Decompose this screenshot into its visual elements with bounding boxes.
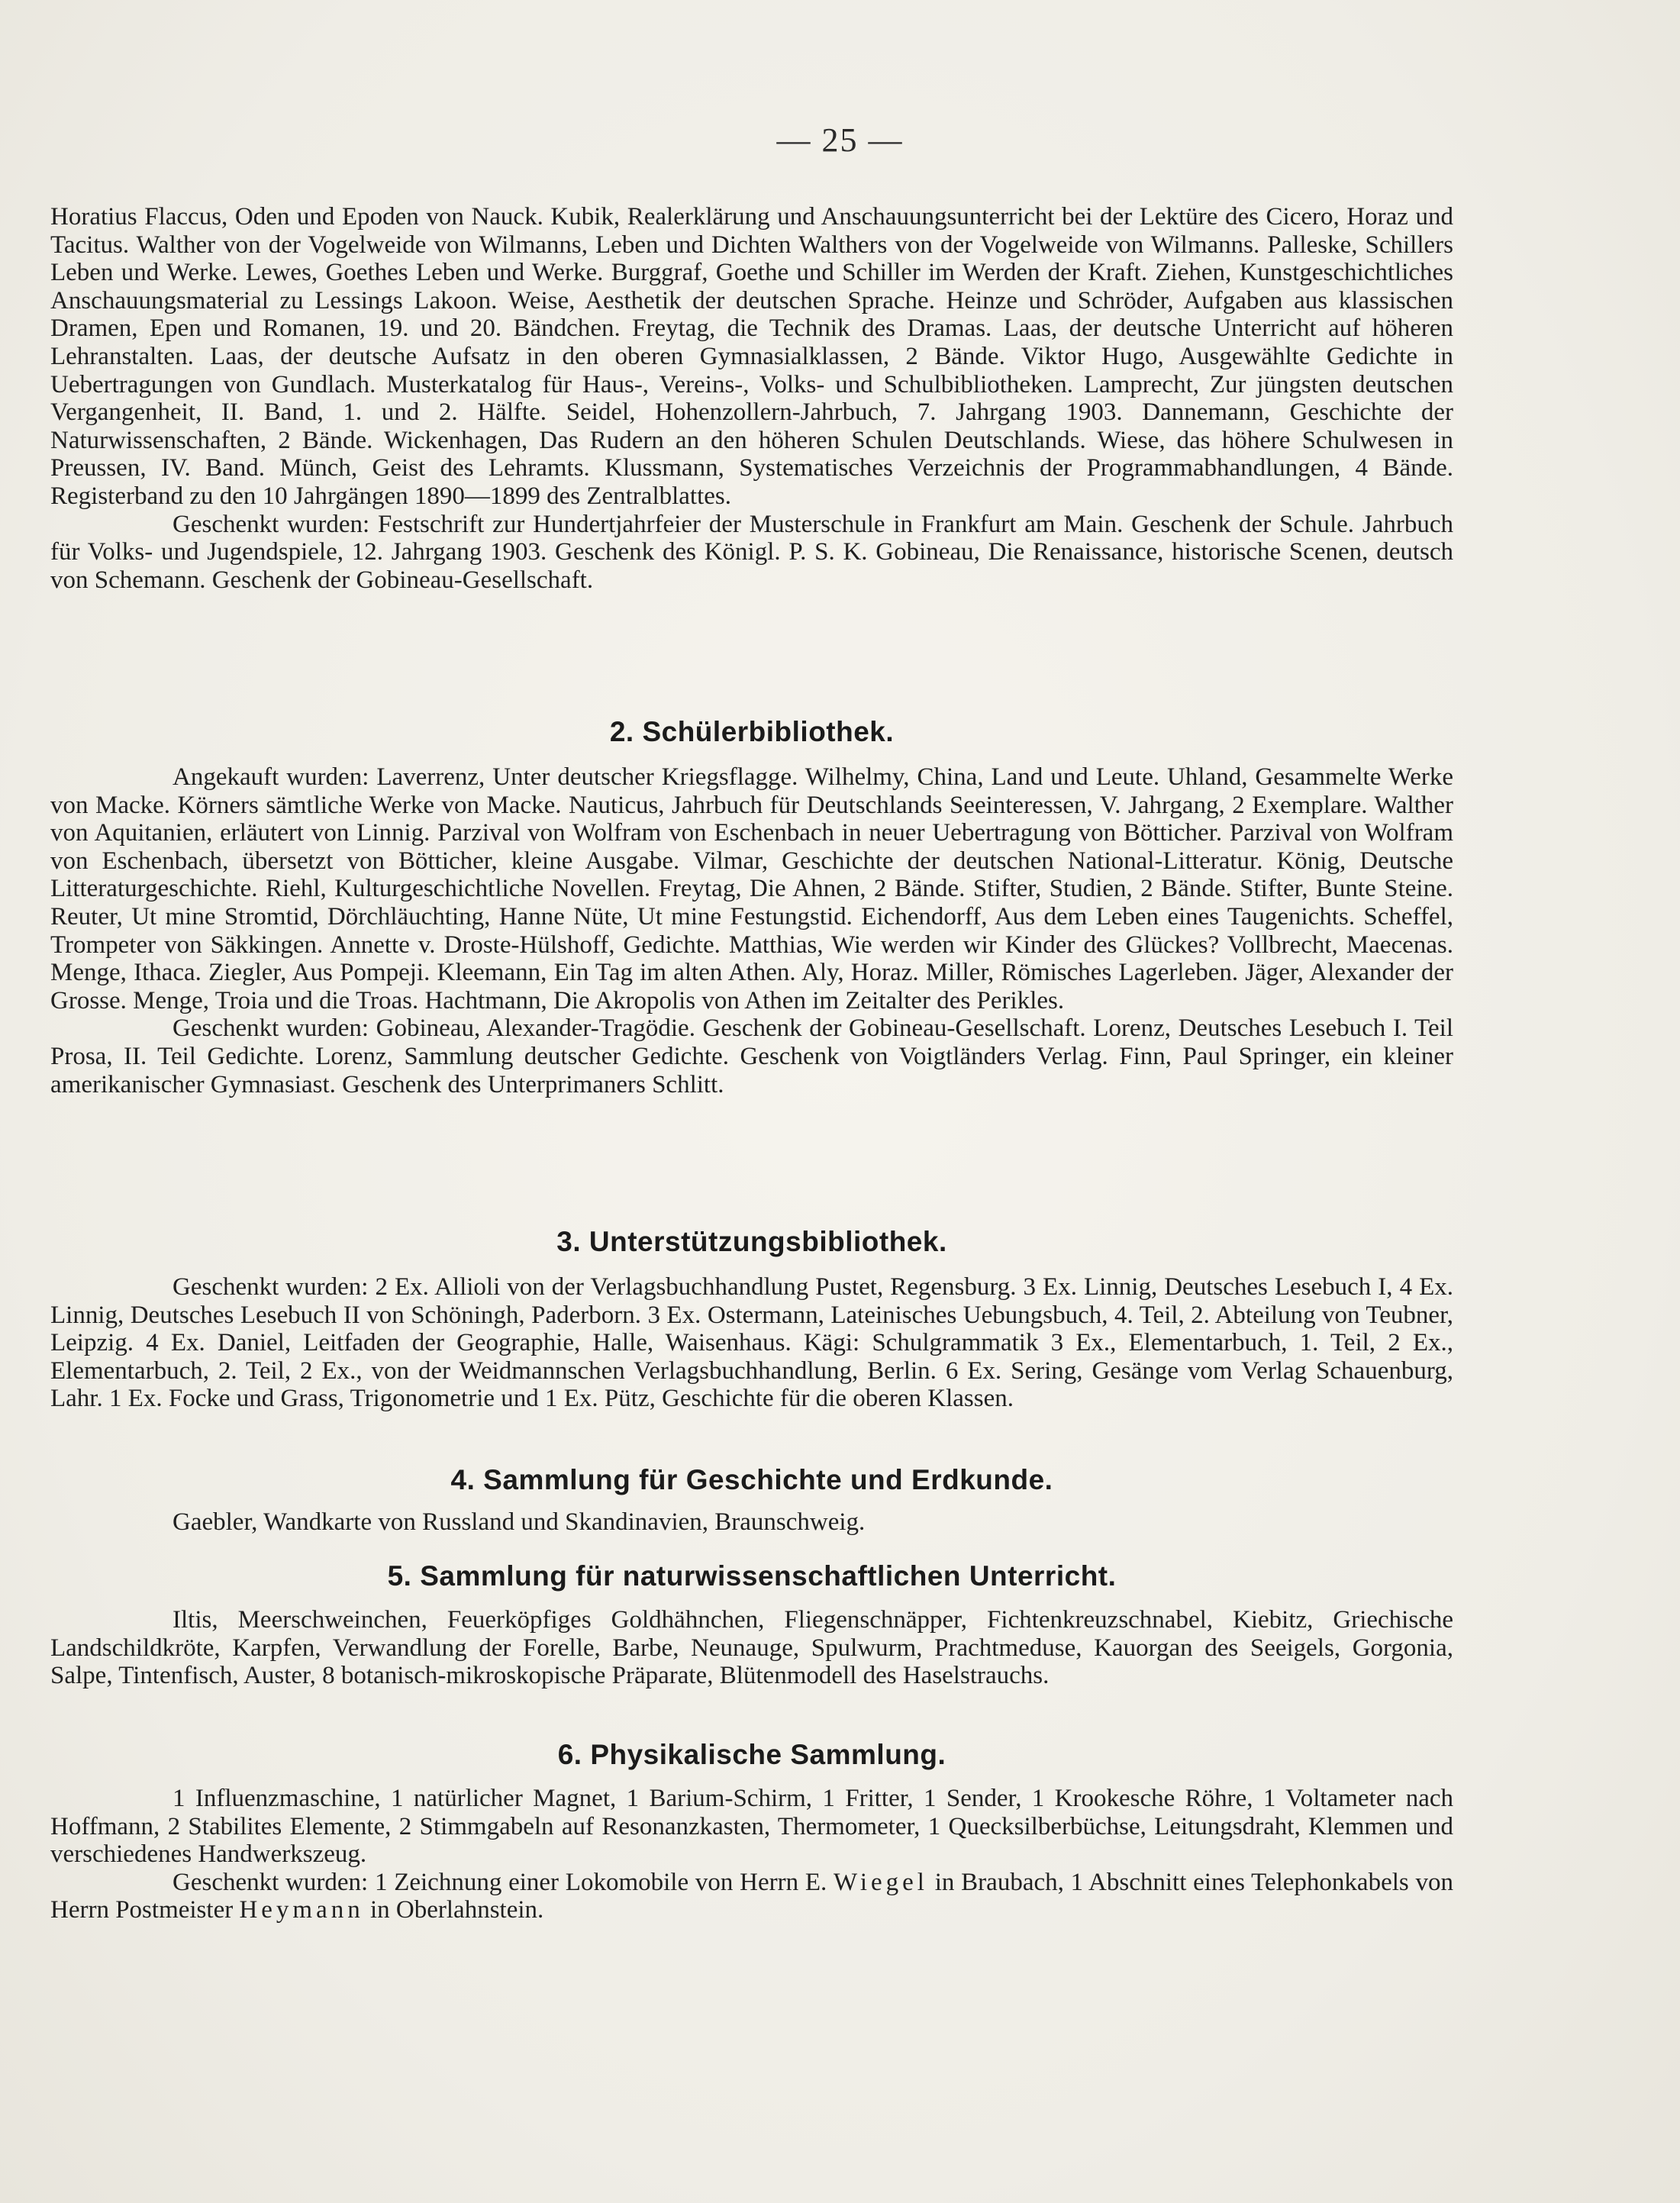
paragraph-donations: Geschenkt wurden: 2 Ex. Allioli von der Verlagsbuchhandlung Pustet, Regensburg. 3 Ex. Linnig, Deutsches Lesebuch I, 4 Ex. Linnig, Deutsches Lesebuch II von Schöningh, Paderborn. 3 Ex. Ostermann, Lateinisches Uebungsbuch, 4. Teil, 2. Abteilung von Teubner, Leipzig. 4 Ex. Daniel, Leitfaden der Geographie, Halle, Waisenhaus. Kägi: Schulgrammatik 3 Ex., Elementarbuch, 1. Teil, 2 Ex., Elementarbuch, 2. Teil, 2 Ex., von der Weidmannschen Verlagsbuchhandlung, Berlin. 6 Ex. Sering, Gesänge vom Verlag Schauenburg, Lahr. 1 Ex. Focke und Grass, Trigonometrie und 1 Ex. Pütz, Geschichte für die oberen Klassen. <box>50 1273 1453 1413</box>
section-library-acquisitions <box>50 203 1453 594</box>
section-unterstuetzungsbibliothek <box>50 1273 1453 1413</box>
person-name-heymann: Heymann <box>239 1896 364 1924</box>
text-segment: in Braubach, 1 Abschnitt eines Telephonkabels von Herrn Postmeister <box>50 1868 1453 1924</box>
heading-schuelerbibliothek: 2. Schülerbibliothek. <box>609 716 895 747</box>
paragraph-items: Gaebler, Wandkarte von Russland und Skandinavien, Braunschweig. <box>173 1508 866 1536</box>
paragraph-donations <box>50 1869 1453 1924</box>
heading-unterstuetzungsbibliothek: 3. Unterstützungsbibliothek. <box>556 1226 947 1257</box>
heading-physikalische-sammlung: 6. Physikalische Sammlung. <box>557 1739 946 1770</box>
paragraph-purchases: Angekauft wurden: Laverrenz, Unter deutscher Kriegsflagge. Wilhelmy, China, Land und Leute. Uhland, Gesammelte Werke von Macke. Körners sämtliche Werke von Macke. Nauticus, Jahrbuch für Deutschlands Seeinteressen, V. Jahrgang, 2 Exemplare. Walther von Aquitanien, erläutert von Linnig. Parzival von Wolfram von Eschenbach in neuer Uebertragung von Bötticher. Parzival von Wolfram von Eschenbach, übersetzt von Bötticher, kleine Ausgabe. Vilmar, Geschichte der deutschen National-Litteratur. König, Deutsche Litteraturgeschichte. Riehl, Kulturgeschichtliche Novellen. Freytag, Die Ahnen, 2 Bände. Stifter, Studien, 2 Bände. Stifter, Bunte Steine. Reuter, Ut mine Stromtid, Dörchläuchting, Hanne Nüte, Ut mine Festungstid. Eichendorff, Aus dem Leben eines Taugenichts. Scheffel, Trompeter von Säkkingen. Annette v. Droste-Hülshoff, Gedichte. Matthias, Wie werden wir Kinder des Glückes? Vollbrecht, Maecenas. Menge, Ithaca. Ziegler, Aus Pompeji. Kleemann, Ein Tag im alten Athen. Aly, Horaz. Miller, Römisches Lagerleben. Jäger, Alexander der Grosse. Menge, Troia und die Troas. Hachtmann, Die Akropolis von Athen im Zeitalter des Perikles. <box>50 763 1453 1014</box>
paragraph-donations: Geschenkt wurden: Gobineau, Alexander-Tragödie. Geschenk der Gobineau-Gesellschaft. Lorenz, Deutsches Lesebuch I. Teil Prosa, II. Teil Gedichte. Lorenz, Sammlung deutscher Gedichte. Geschenk von Voigtländers Verlag. Finn, Paul Springer, ein kleiner amerikanischer Gymnasiast. Geschenk des Unterprimaners Schlitt. <box>50 1014 1453 1098</box>
paragraph-book-list: Horatius Flaccus, Oden und Epoden von Nauck. Kubik, Realerklärung und Anschauungsunterricht bei der Lektüre des Cicero, Horaz und Tacitus. Walther von der Vogelweide von Wilmanns, Leben und Dichten Walthers von der Vogelweide von Wilmanns. Palleske, Schillers Leben und Werke. Lewes, Goethes Leben und Werke. Burggraf, Goethe und Schiller im Werden der Kraft. Ziehen, Kunstgeschichtliches Anschauungsmaterial zu Lessings Lakoon. Weise, Aesthetik der deutschen Sprache. Heinze und Schröder, Aufgaben aus klassischen Dramen, Epen und Romanen, 19. und 20. Bändchen. Freytag, die Technik des Dramas. Laas, der deutsche Unterricht auf höheren Lehranstalten. Laas, der deutsche Aufsatz in den oberen Gymnasialklassen, 2 Bände. Viktor Hugo, Ausgewählte Gedichte in Uebertragungen von Gundlach. Musterkatalog für Haus-, Vereins-, Volks- und Schulbibliotheken. Lamprecht, Zur jüngsten deutschen Vergangenheit, II. Band, 1. und 2. Hälfte. Seidel, Hohenzollern-Jahrbuch, 7. Jahrgang 1903. Dannemann, Geschichte der Naturwissenschaften, 2 Bände. Wickenhagen, Das Rudern an den höheren Schulen Deutschlands. Wiese, das höhere Schulwesen in Preussen, IV. Band. Münch, Geist des Lehramts. Klussmann, Systematisches Verzeichnis der Programmabhandlungen, 4 Bände. Registerband zu den 10 Jahrgängen 1890—1899 des Zentralblattes. <box>50 203 1453 510</box>
heading-naturwissenschaft: 5. Sammlung für naturwissenschaftlichen Unterricht. <box>387 1560 1117 1592</box>
person-name-wiegel: Wiegel <box>834 1868 928 1896</box>
section-schuelerbibliothek <box>50 763 1453 1098</box>
paragraph-items: 1 Influenzmaschine, 1 natürlicher Magnet, 1 Barium-Schirm, 1 Fritter, 1 Sender, 1 Krookesche Röhre, 1 Voltameter nach Hoffmann, 2 Stabilites Elemente, 2 Stimmgabeln auf Resonanzkasten, Thermometer, 1 Quecksilberbüchse, Leitungsdraht, Klemmen und verschiedenes Handwerkszeug. <box>50 1785 1453 1869</box>
paragraph-items: Iltis, Meerschweinchen, Feuerköpfiges Goldhähnchen, Fliegenschnäpper, Fichtenkreuzschnabel, Kiebitz, Griechische Landschildkröte, Karpfen, Verwandlung der Forelle, Barbe, Neunauge, Spulwurm, Prachtmeduse, Kauorgan des Seeigels, Gorgonia, Salpe, Tintenfisch, Auster, 8 botanisch-mikroskopische Präparate, Blütenmodell des Haselstrauchs. <box>50 1606 1453 1690</box>
text-segment: in Oberlahnstein. <box>363 1896 544 1924</box>
text-segment: Geschenkt wurden: 1 Zeichnung einer Lokomobile von Herrn E. <box>173 1868 834 1896</box>
page-number: — 25 — <box>776 121 904 159</box>
section-naturwissenschaft <box>50 1606 1453 1690</box>
heading-geschichte-erdkunde: 4. Sammlung für Geschichte und Erdkunde. <box>450 1464 1053 1495</box>
section-geschichte-erdkunde <box>50 1508 1453 1537</box>
paragraph-donations: Geschenkt wurden: Festschrift zur Hundertjahrfeier der Musterschule in Frankfurt am Main. Geschenk der Schule. Jahrbuch für Volks- und Jugendspiele, 12. Jahrgang 1903. Geschenk des Königl. P. S. K. Gobineau, Die Renaissance, historische Scenen, deutsch von Schemann. Geschenk der Gobineau-Gesellschaft. <box>50 510 1453 594</box>
section-physikalische-sammlung <box>50 1785 1453 1924</box>
